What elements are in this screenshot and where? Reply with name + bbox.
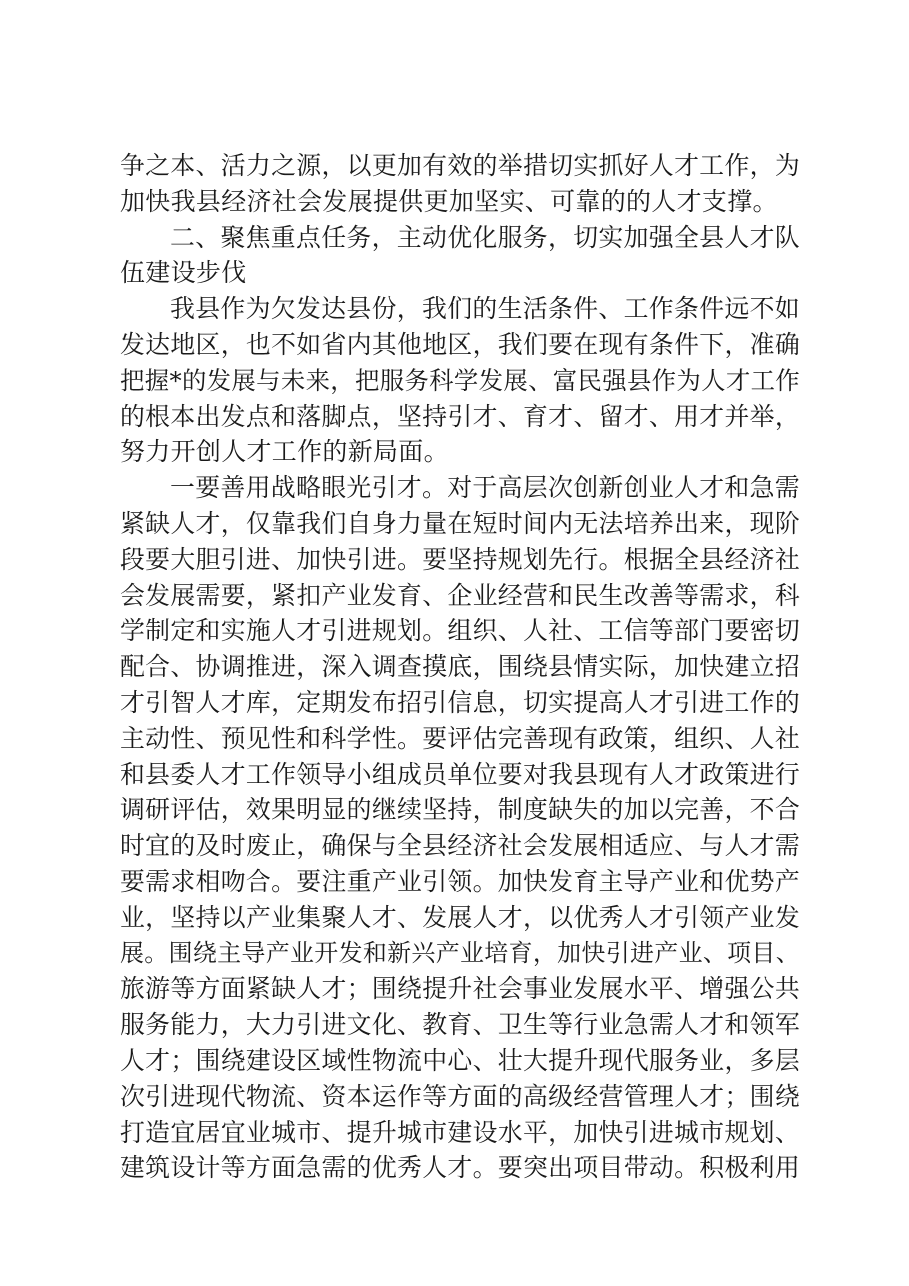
text-line: 次引进现代物流、资本运作等方面的高级经营管理人才；围绕 — [120, 1081, 800, 1111]
text-line: 业，坚持以产业集聚人才、发展人才，以优秀人才引领产业发 — [120, 902, 800, 932]
text-line: 展。围绕主导产业开发和新兴产业培育，加快引进产业、项目、 — [120, 938, 800, 967]
document-body — [120, 148, 800, 1186]
text-line: 配合、协调推进，深入调查摸底，围绕县情实际，加快建立招 — [120, 652, 800, 682]
text-line: 要需求相吻合。要注重产业引领。加快发育主导产业和优势产 — [120, 866, 800, 896]
text-line: 服务能力，大力引进文化、教育、卫生等行业急需人才和领军 — [120, 1010, 800, 1040]
text-line: 和县委人才工作领导小组成员单位要对我县现有人才政策进行 — [120, 759, 800, 789]
text-line: 才引智人才库，定期发布招引信息，切实提高人才引进工作的 — [120, 687, 800, 717]
text-line: 发达地区，也不如省内其他地区，我们要在现有条件下，准确 — [120, 329, 800, 359]
text-line: 时宜的及时废止，确保与全县经济社会发展相适应、与人才需 — [120, 831, 800, 861]
text-line: 建筑设计等方面急需的优秀人才。要突出项目带动。积极利用 — [120, 1153, 800, 1183]
text-line: 争之本、活力之源，以更加有效的举措切实抓好人才工作，为 — [120, 151, 800, 180]
text-line: 加快我县经济社会发展提供更加坚实、可靠的的人才支撑。 — [120, 186, 778, 216]
text-line: 把握*的发展与未来，把服务科学发展、富民强县作为人才工作 — [120, 365, 800, 395]
text-line: 段要大胆引进、加快引进。要坚持规划先行。根据全县经济社 — [120, 544, 800, 574]
text-line: 努力开创人才工作的新局面。 — [120, 437, 449, 467]
text-line: 旅游等方面紧缺人才；围绕提升社会事业发展水平、增强公共 — [120, 974, 800, 1004]
text-line: 紧缺人才，仅靠我们自身力量在短时间内无法培养出来，现阶 — [120, 508, 800, 538]
text-line: 调研评估，效果明显的继续坚持，制度缺失的加以完善，不合 — [120, 795, 800, 825]
text-line: 人才；围绕建设区域性物流中心、壮大提升现代服务业，多层 — [120, 1045, 800, 1075]
text-line: 的根本出发点和落脚点，坚持引才、育才、留才、用才并举， — [120, 401, 800, 431]
text-line: 学制定和实施人才引进规划。组织、人社、工信等部门要密切 — [120, 616, 800, 646]
text-line: 打造宜居宜业城市、提升城市建设水平，加快引进城市规划、 — [120, 1117, 800, 1147]
text-line: 伍建设步伐 — [120, 258, 247, 288]
text-line: 二、聚焦重点任务，主动优化服务，切实加强全县人才队 — [170, 222, 800, 252]
text-line: 主动性、预见性和科学性。要评估完善现有政策，组织、人社 — [120, 723, 800, 753]
text-line: 一要善用战略眼光引才。对于高层次创新创业人才和急需 — [170, 473, 800, 503]
text-line: 会发展需要，紧扣产业发育、企业经营和民生改善等需求，科 — [120, 580, 800, 610]
text-line: 我县作为欠发达县份，我们的生活条件、工作条件远不如 — [170, 294, 800, 324]
